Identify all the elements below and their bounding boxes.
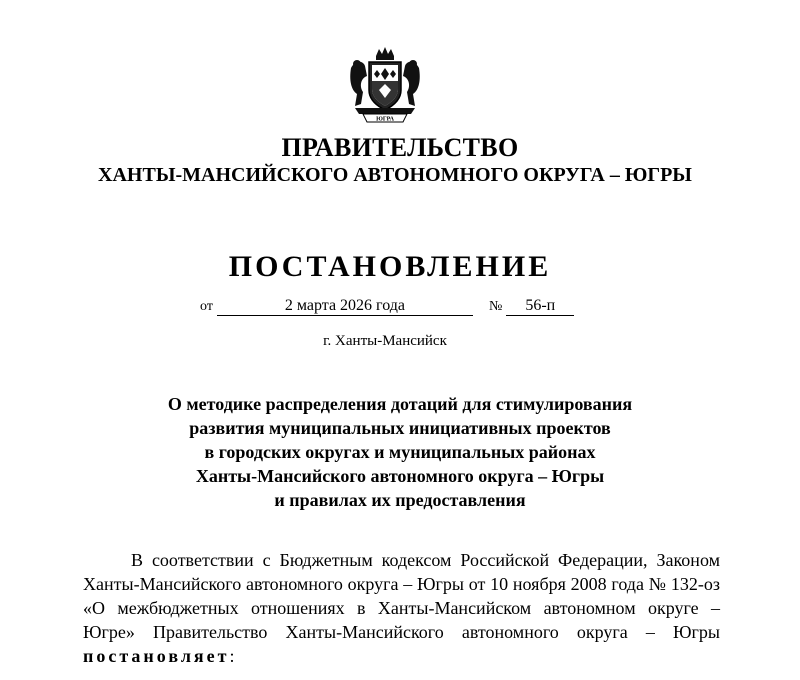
region-title: ХАНТЫ-МАНСИЙСКОГО АВТОНОМНОГО ОКРУГА – ЮГРЫ	[98, 164, 692, 186]
document-date: 2 марта 2026 года	[217, 296, 473, 316]
heading-line: и правилах их предоставления	[274, 490, 526, 510]
body-paragraph	[83, 548, 720, 668]
heading-line: О методике распределения дотаций для стимулирования	[167, 394, 633, 414]
document-city: г. Ханты-Мансийск	[323, 333, 447, 349]
date-prefix: от	[200, 299, 213, 314]
resolves-colon: :	[229, 646, 235, 666]
document-heading	[0, 392, 800, 512]
document-number: 56-п	[506, 296, 574, 316]
heading-line: Ханты-Мансийского автономного округа – Югры	[195, 466, 605, 486]
body-text: В соответствии с Бюджетным кодексом Российской Федерации, Законом Ханты-Мансийского автономного округа – Югры от 10 ноября 2008 года № 132-оз «О межбюджетных отношениях в Ханты-Мансийском автономном округе – Югре» Правительство Ханты-Мансийского автономного округа – Югры	[83, 550, 720, 642]
number-prefix: №	[488, 299, 503, 314]
coat-of-arms-icon	[345, 46, 425, 124]
heading-line: в городских округах и муниципальных районах	[204, 442, 596, 462]
government-title: ПРАВИТЕЛЬСТВО	[281, 133, 519, 162]
document-type: ПОСТАНОВЛЕНИЕ	[228, 250, 552, 283]
svg-text:ЮГРА: ЮГРА	[376, 116, 394, 123]
heading-line: развития муниципальных инициативных проектов	[189, 418, 611, 438]
resolves-word: постановляет	[83, 646, 230, 666]
date-number-line	[200, 296, 574, 316]
